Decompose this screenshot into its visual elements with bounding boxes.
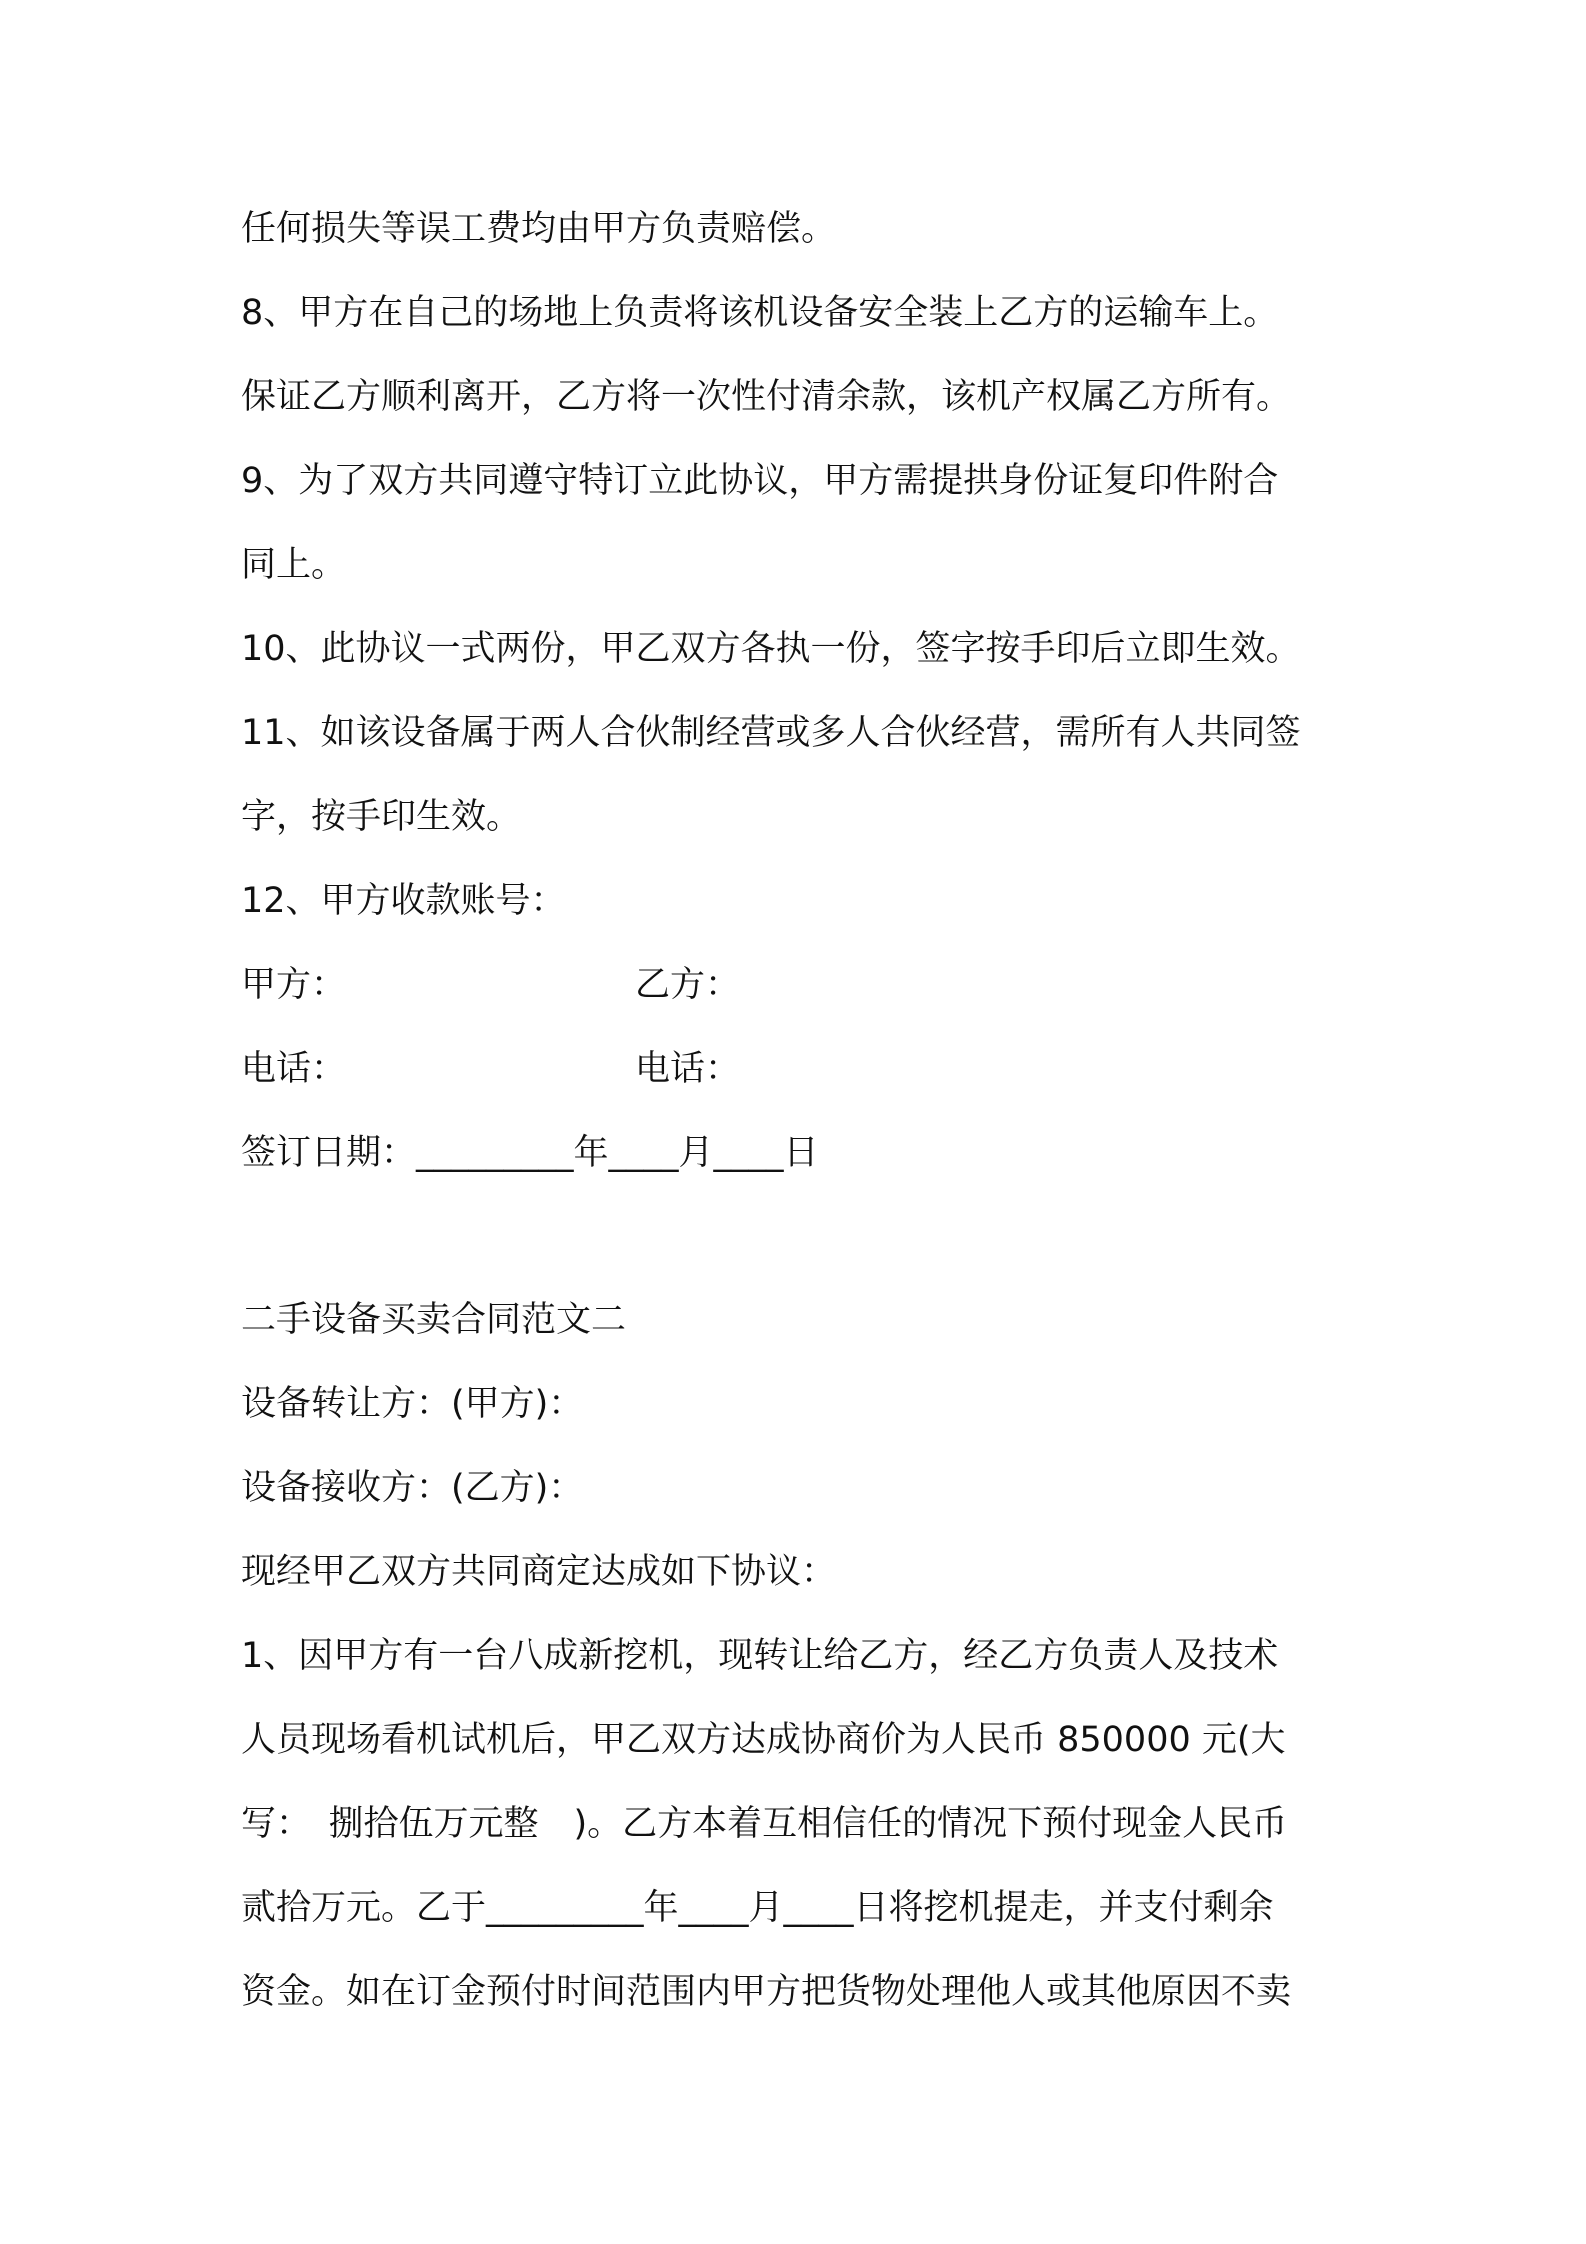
text-line: 字，按手印生效。	[241, 797, 522, 837]
transferor-line: 设备转让方：(甲方)：	[241, 1384, 584, 1424]
text-line: 保证乙方顺利离开，乙方将一次性付清余款，该机产权属乙方所有。	[241, 377, 1292, 417]
party-b-label: 乙方：	[635, 965, 741, 1005]
clause-9-line: 9、为了双方共同遵守特订立此协议，甲方需提拱身份证复印件附合	[241, 461, 1279, 501]
sign-date-line: 签订日期：_________年____月____日	[241, 1133, 819, 1173]
receiver-line: 设备接收方：(乙方)：	[241, 1468, 584, 1508]
clause-11-line: 11、如该设备属于两人合伙制经营或多人合伙经营，需所有人共同签	[241, 713, 1301, 753]
text-line: 任何损失等误工费均由甲方负责赔偿。	[241, 209, 837, 249]
clause-1-line: 写： 捌拾伍万元整 )。乙方本着互相信任的情况下预付现金人民币	[241, 1804, 1288, 1844]
clause-1-line: 贰拾万元。乙于_________年____月____日将挖机提走，并支付剩余	[241, 1888, 1274, 1928]
clause-1-line: 1、因甲方有一台八成新挖机，现转让给乙方，经乙方负责人及技术	[241, 1636, 1279, 1676]
clause-10-line: 10、此协议一式两份，甲乙双方各执一份，签字按手印后立即生效。	[241, 629, 1301, 669]
text-line: 同上。	[241, 545, 347, 585]
party-a-label: 甲方：	[241, 965, 347, 1005]
clause-1-line: 资金。如在订金预付时间范围内甲方把货物处理他人或其他原因不卖	[241, 1972, 1292, 2012]
clause-1-line: 人员现场看机试机后，甲乙双方达成协商价为人民币 850000 元(大	[241, 1720, 1286, 1760]
section-title: 二手设备买卖合同范文二	[241, 1300, 627, 1340]
agreement-intro-line: 现经甲乙双方共同商定达成如下协议：	[241, 1552, 837, 1592]
signature-row-phones	[241, 1039, 1356, 1099]
clause-8-line: 8、甲方在自己的场地上负责将该机设备安全装上乙方的运输车上。	[241, 293, 1279, 333]
phone-b-label: 电话：	[635, 1049, 741, 1089]
signature-row-parties	[241, 955, 1356, 1015]
phone-a-label: 电话：	[241, 1049, 347, 1089]
clause-12-line: 12、甲方收款账号：	[241, 881, 566, 921]
